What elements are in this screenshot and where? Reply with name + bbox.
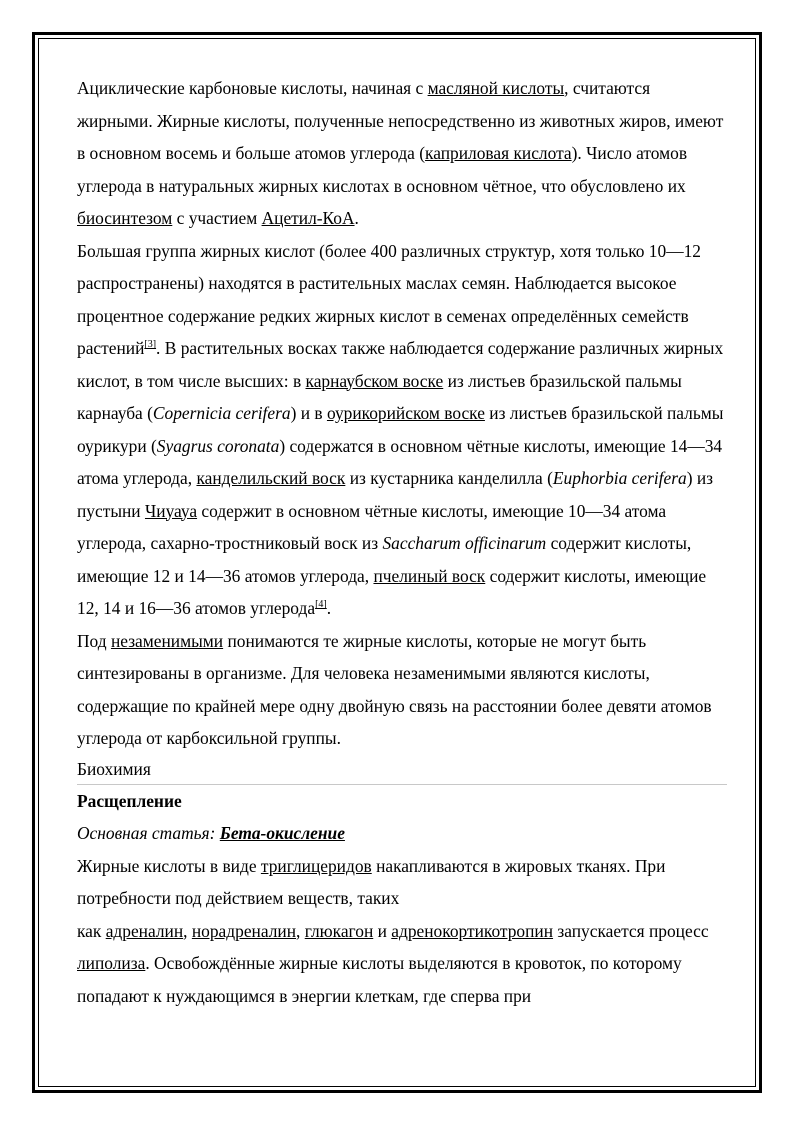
link-biosynthesis[interactable]: биосинтезом: [77, 208, 173, 228]
citation-3[interactable]: [3]: [144, 339, 157, 350]
text: и: [373, 920, 392, 941]
link-adrenaline[interactable]: адреналин: [105, 920, 184, 941]
main-article-prefix: Основная статья:: [77, 823, 220, 843]
subheading-breakdown: Расщепление: [77, 790, 182, 811]
text: . В растительных восках также наблюдается содержание различных жирных кислот, в том числе высших: в: [77, 338, 724, 391]
text: , считаются жирными. Жирные кислоты, полученные непосредственно из животных жиров, имеют в основном восемь и больше атомов углерода (: [77, 78, 724, 163]
text: запускается процесс: [553, 920, 709, 941]
text: .: [326, 598, 332, 618]
paragraph-essential-fatty-acids: [77, 625, 727, 755]
text: из кустарника канделилла (: [345, 468, 553, 488]
text: Большая группа жирных кислот (более 400 различных структур, хотя только 10—12 распространены) находятся в растительных маслах семян. Наблюдается высокое процентное содержание редких жирных кислот в семенах определённых семейств растений: [77, 240, 701, 358]
link-caprylic-acid[interactable]: каприловая кислота: [425, 143, 572, 163]
species-name: Euphorbia cerifera: [552, 468, 687, 488]
text: из листьев бразильской пальмы оурикури (: [77, 403, 724, 456]
text: понимаются те жирные кислоты, которые не могут быть синтезированы в организме. Для человека незаменимыми являются кислоты, содержащие по крайней мере одну двойную связь на расстоянии более девяти атомов углерода от карбоксильной группы.: [77, 630, 712, 748]
text: ) содержатся в основном чётные кислоты, имеющие 14—34 атома углерода,: [77, 435, 723, 488]
text: из листьев бразильской пальмы карнауба (: [77, 370, 682, 423]
paragraph-plant-fatty-acids: [77, 235, 727, 625]
text: содержит в основном чётные кислоты, имеющие 10—34 атома углерода, сахарно-тростниковый воск из: [77, 500, 667, 553]
link-chihuahua[interactable]: Чиуауа: [144, 500, 198, 521]
link-lipolysis[interactable]: липолиза: [77, 953, 146, 973]
text: ) из пустыни: [77, 468, 714, 521]
main-article-note: [77, 817, 727, 850]
link-beeswax[interactable]: пчелиный воск: [373, 565, 486, 586]
link-glucagon[interactable]: глюкагон: [304, 920, 374, 941]
link-noradrenaline[interactable]: норадреналин: [191, 920, 297, 941]
text: ) и в: [290, 403, 327, 423]
link-carnauba-wax[interactable]: карнаубском воске: [305, 370, 444, 391]
link-butyric-acid[interactable]: масляной кислоты: [427, 78, 565, 98]
text: Жирные кислоты в виде: [77, 855, 261, 876]
text: ). Число атомов углерода в натуральных жирных кислотах в основном чётное, что обусловлено их: [77, 143, 688, 196]
text: . Освобождённые жирные кислоты выделяются в кровоток, по которому попадают к нуждающимся в энергии клеткам, где сперва при: [77, 953, 682, 1006]
link-ouricury-wax[interactable]: оурикорийском воске: [326, 403, 485, 423]
text: Ациклические карбоновые кислоты, начиная с: [77, 78, 428, 98]
link-acth[interactable]: адренокортикотропин: [391, 920, 554, 941]
section-heading-biochemistry: Биохимия: [77, 755, 727, 785]
text: с участием: [172, 208, 262, 228]
paragraph-fatty-acids-definition: [77, 72, 727, 235]
text: как: [77, 920, 106, 941]
text: накапливаются в жировых тканях. При потребности под действием веществ, таких: [77, 855, 666, 908]
link-acetyl-coa[interactable]: Ацетил-КоА: [261, 208, 355, 228]
species-name: Saccharum officinarum: [382, 533, 547, 553]
text: содержит кислоты, имеющие 12 и 14—36 атомов углерода,: [77, 533, 692, 586]
link-candelilla-wax[interactable]: канделильский воск: [196, 468, 346, 488]
text: содержит кислоты, имеющие 12, 14 и 16—36 атомов углерода: [77, 565, 707, 618]
link-beta-oxidation[interactable]: Бета-окисление: [219, 823, 345, 843]
text: ,: [183, 920, 192, 941]
text: Под: [77, 630, 111, 651]
link-essential[interactable]: незаменимыми: [110, 630, 224, 651]
paragraph-lipolysis: [77, 850, 727, 1013]
citation-4[interactable]: [4]: [315, 599, 327, 610]
text: ,: [296, 920, 305, 941]
document-body: [77, 72, 727, 1012]
text: .: [354, 208, 359, 228]
link-triglycerides[interactable]: триглицеридов: [260, 855, 372, 876]
species-name: Syagrus coronata: [156, 435, 280, 456]
species-name: Copernicia cerifera: [152, 403, 291, 423]
